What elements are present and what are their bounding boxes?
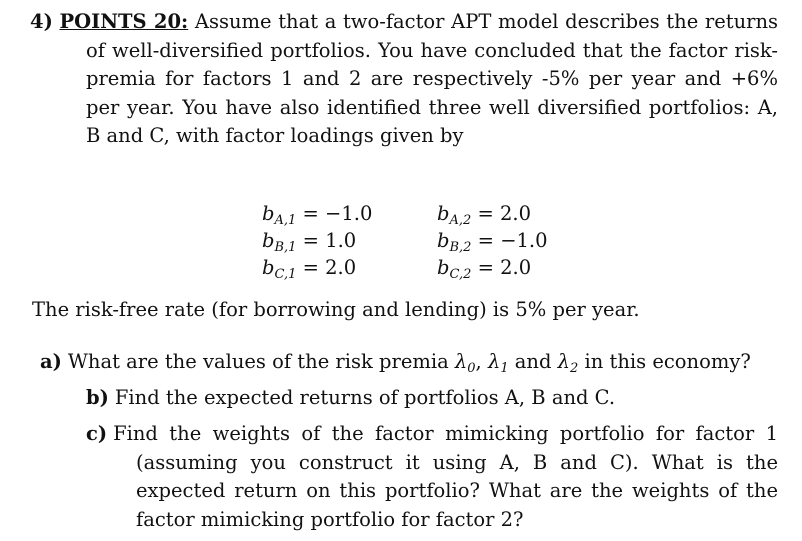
loading-symbol: b [437, 202, 450, 225]
question-a-label: a) [40, 350, 62, 373]
loading-subscript: B,1 [274, 240, 297, 255]
question-c-label: c) [86, 422, 108, 445]
loading-symbol: b [262, 229, 275, 252]
question-a-text-start: What are the values of the risk premia [67, 350, 455, 373]
lambda-symbol: λ [557, 350, 571, 373]
loading-value: = −1.0 [296, 202, 373, 225]
loading-value: = 1.0 [296, 229, 357, 252]
loading-subscript: A,2 [449, 213, 472, 228]
loading-symbol: b [437, 256, 450, 279]
loading-subscript: B,2 [449, 240, 472, 255]
lambda-0 [454, 350, 476, 376]
loading-f2 [437, 254, 548, 281]
loading-f1 [262, 227, 437, 254]
lambda-2 [557, 350, 579, 376]
problem-text: Assume that a two-factor APT model describes the returns of well-diversified portfolios. You have concluded that the factor risk-premia for factors 1 and 2 are respectively -5% per year and +6% per year. You have also identified three well diversified portfolios: A, B and C, with factor loadings given by [86, 10, 779, 148]
lambda-sub-1: 1 [500, 361, 509, 376]
question-c [86, 420, 778, 534]
question-b-text: Find the expected returns of portfolios A, B and C. [114, 386, 616, 409]
loadings-row [262, 227, 548, 254]
points-label: POINTS 20: [59, 10, 189, 33]
separator-2: and [508, 350, 558, 373]
problem-statement [30, 8, 778, 151]
lambda-sub-2: 2 [570, 361, 579, 376]
problem-number: 4) [30, 10, 53, 33]
risk-free-statement: The risk-free rate (for borrowing and lending) is 5% per year. [32, 298, 640, 321]
loading-symbol: b [262, 202, 275, 225]
loading-subscript: C,1 [274, 267, 297, 282]
separator-1: , [475, 350, 488, 373]
loading-value: = 2.0 [471, 202, 532, 225]
lambda-1 [487, 350, 509, 376]
loadings-table [262, 200, 548, 281]
loading-value: = 2.0 [296, 256, 357, 279]
lambda-symbol: λ [454, 350, 468, 373]
loading-f1 [262, 254, 437, 281]
question-b-label: b) [86, 386, 109, 409]
loading-f2 [437, 227, 548, 254]
question-a-text-end: in this economy? [578, 350, 751, 373]
loading-symbol: b [437, 229, 450, 252]
lambda-symbol: λ [487, 350, 501, 373]
lambda-sub-0: 0 [467, 361, 476, 376]
loadings-row [262, 200, 548, 227]
loading-f1 [262, 200, 437, 227]
loading-subscript: A,1 [274, 213, 297, 228]
loadings-row [262, 254, 548, 281]
factor-loadings [262, 200, 548, 281]
loading-subscript: C,2 [449, 267, 472, 282]
question-b [86, 384, 786, 413]
question-c-text: Find the weights of the factor mimicking portfolio for factor 1 (assuming you construct it using A, B and C). What is the expected return on this portfolio? What are the weights of the factor mimicking portfolio for factor 2? [113, 422, 778, 531]
loading-symbol: b [262, 256, 275, 279]
question-a [40, 348, 780, 377]
loading-f2 [437, 200, 548, 227]
loading-value: = −1.0 [471, 229, 548, 252]
loading-value: = 2.0 [471, 256, 532, 279]
